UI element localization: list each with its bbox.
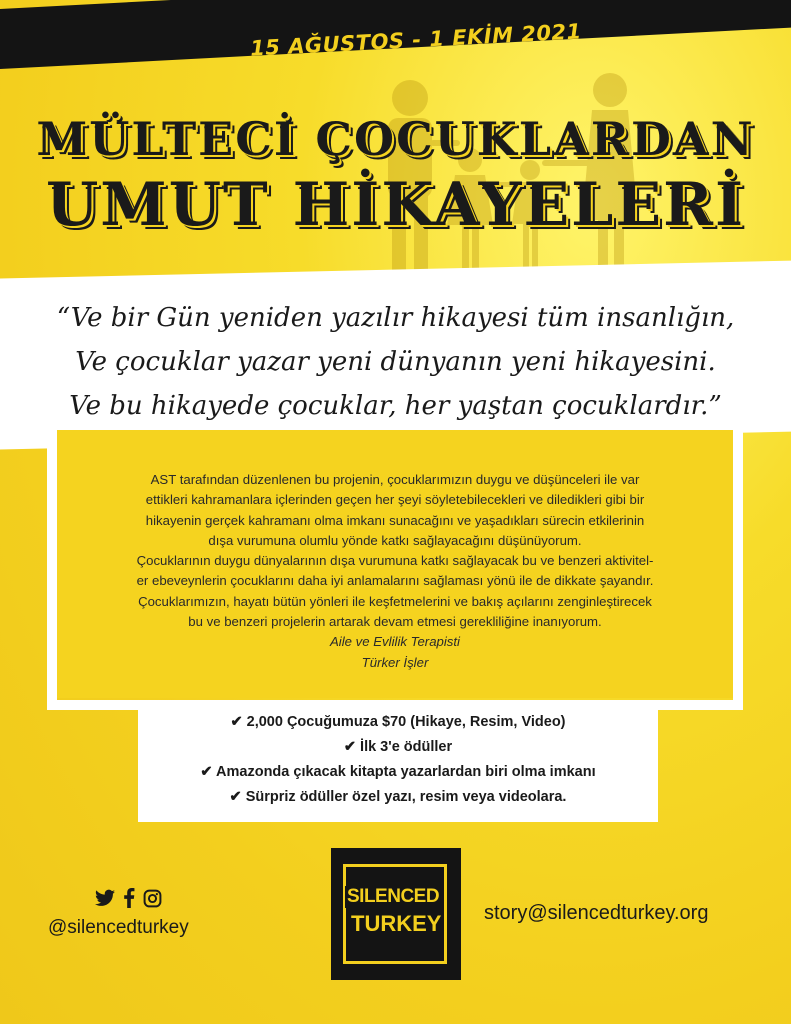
prize-item: ✔ 2,000 Çocuğumuza $70 (Hikaye, Resim, Video) (230, 714, 566, 730)
contact-email[interactable]: story@silencedturkey.org (484, 902, 709, 924)
social-icons (95, 888, 162, 908)
prize-item: ✔ Amazonda çıkacak kitapta yazarlardan biri olma imkanı (200, 764, 596, 780)
signature-name: Türker İşler (361, 654, 429, 670)
main-title-line-2: UMUT HİKAYELERİ (45, 170, 746, 240)
statement-line: Çocuklarımızın, hayatı bütün yönleri ile keşfetmelerini ve bakış açılarını zenginleştirecek (138, 593, 652, 609)
quote-line-2: Ve çocuklar yazar yeni dünyanın yeni hikayesini. (75, 347, 716, 377)
statement-line: Çocuklarının duygu dünyalarının dışa vurumuna katkı sağlayacak bu ve benzeri aktivitel- (136, 553, 654, 569)
statement-line: ettikleri kahramanlara içlerinden geçen her şeyi söyletebilecekleri ve diledikleri gibi bir (145, 492, 645, 508)
silenced-turkey-logo (331, 848, 461, 980)
quote-text (0, 296, 791, 428)
prize-list (138, 710, 658, 810)
prize-item: ✔ Sürpriz ödüller özel yazı, resim veya videolara. (229, 789, 567, 805)
quote-line-1: “Ve bir Gün yeniden yazılır hikayesi tüm insanlığın, (56, 303, 735, 333)
prize-item: ✔ İlk 3'e ödüller (343, 739, 453, 755)
quote-line-3: Ve bu hikayede çocuklar, her yaştan çocuklardır.” (69, 391, 722, 421)
logo-line-2: TURKEY (351, 911, 442, 936)
facebook-icon[interactable] (123, 888, 135, 908)
statement-line: dışa vurumuna olumlu yönde katkı sağlayacağını düşünüyorum. (208, 532, 582, 548)
instagram-icon[interactable] (143, 889, 162, 908)
statement-line: bu ve benzeri projelerin artarak devam etmesi gerekliliğine inanıyorum. (188, 614, 602, 630)
main-title-line-1: MÜLTECİ ÇOCUKLARDAN (36, 112, 755, 166)
therapist-statement (80, 470, 710, 673)
statement-line: AST tarafından düzenlenen bu projenin, çocuklarımızın duygu ve düşünceleri ile var (150, 472, 640, 487)
statement-line: er ebeveynlerin çocuklarını daha iyi anlamalarını sağlaması yönü ile de dikkate şayandır. (136, 573, 654, 589)
social-handle[interactable]: @silencedturkey (48, 917, 189, 938)
signature-title: Aile ve Evlilik Terapisti (330, 634, 460, 650)
date-range: 15 AĞUSTOS - 1 EKİM 2021 (249, 19, 583, 61)
twitter-icon[interactable] (95, 889, 115, 907)
logo-line-1: SILENCED (347, 886, 440, 907)
statement-line: hikayenin gerçek kahramanı olma imkanı sunacağını ve yaşadıkları sürecin etkilerinin (145, 512, 645, 528)
